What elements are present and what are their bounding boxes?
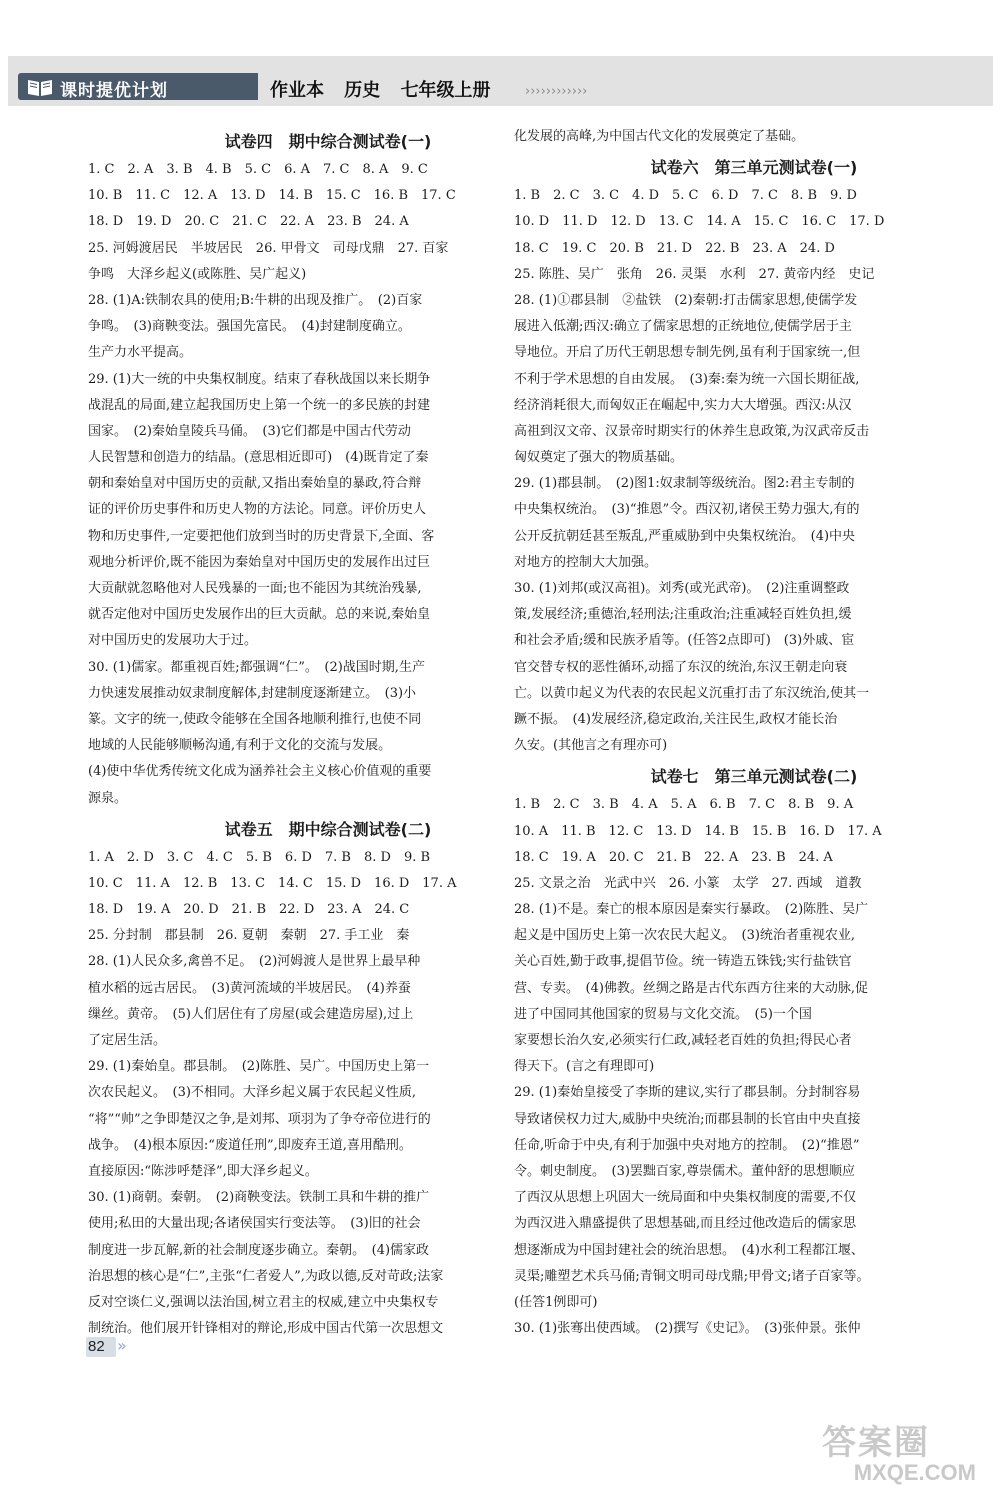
answer-line: 10. C 11. A 12. B 13. C 14. C 15. D 16. D 17. A bbox=[88, 875, 457, 891]
answer-line: 对地方的控制大大加强。 bbox=[514, 554, 658, 570]
left-column bbox=[88, 124, 568, 1342]
answer-line: 起义是中国历史上第一次农民大起义。 (3)统治者重视农业, bbox=[514, 928, 856, 944]
answer-line: 25. 分封制 郡县制 26. 夏朝 秦朝 27. 手工业 秦 bbox=[88, 928, 410, 944]
book-grade: 七年级上册 bbox=[400, 80, 491, 101]
answer-line: 导地位。开启了历代王朝思想专制先例,虽有利于国家统一,但 bbox=[514, 345, 861, 361]
open-book-icon bbox=[26, 76, 54, 98]
answer-line: 久安。(其他言之有理亦可) bbox=[514, 738, 668, 754]
answer-line: 得天下。(言之有理即可) bbox=[514, 1059, 655, 1075]
answer-line: 源泉。 bbox=[88, 790, 128, 806]
answer-line: 生产力水平提高。 bbox=[88, 345, 193, 361]
site-watermark bbox=[822, 1415, 982, 1485]
answer-line: 策,发展经济;重德治,轻刑法;注重政治;注重减轻百姓负担,缓 bbox=[514, 607, 852, 623]
answer-line: 朝和秦始皇对中国历史的贡献,又指出秦始皇的暴政,符合辩 bbox=[88, 476, 422, 492]
answer-line: 植水稻的远古居民。 (3)黄河流域的半坡居民。 (4)养蚕 bbox=[88, 980, 411, 996]
brand-badge bbox=[18, 73, 258, 100]
header-banner bbox=[8, 56, 993, 106]
answer-line: 25. 河姆渡居民 半坡居民 26. 甲骨文 司母戊鼎 27. 百家 bbox=[88, 240, 449, 256]
answer-line: 公开反抗朝廷甚至叛乱,严重威胁到中央集权统治。 (4)中央 bbox=[514, 528, 856, 544]
answer-line: 进了中国同其他国家的贸易与文化交流。 (5)一个国 bbox=[514, 1006, 812, 1022]
answer-line: 制统治。他们展开针锋相对的辩论,形成中国古代第一次思想文 bbox=[88, 1321, 444, 1337]
answer-line: 为西汉进入鼎盛提供了思想基础,而且经过他改造后的儒家思 bbox=[514, 1216, 857, 1232]
paper-title: 试卷五 期中综合测试卷(二) bbox=[224, 819, 432, 839]
answer-line: 治思想的核心是“仁”,主张“仁者爱人”,为政以德,反对苛政;法家 bbox=[88, 1268, 444, 1284]
answer-line: 10. D 11. D 12. D 13. C 14. A 15. C 16. C 17. D bbox=[514, 214, 885, 230]
answer-line: 28. (1)人民众多,禽兽不足。 (2)河姆渡人是世界上最早种 bbox=[88, 954, 421, 970]
answer-line: 争鸣 大泽乡起义(或陈胜、吴广起义) bbox=[88, 266, 307, 282]
answer-line: 28. (1)①郡县制 ②盐铁 (2)秦朝:打击儒家思想,使儒学发 bbox=[514, 292, 858, 308]
answer-line: (4)使中华优秀传统文化成为涵养社会主义核心价值观的重要 bbox=[88, 764, 432, 780]
answer-line: 了西汉从思想上巩固大一统局面和中央集权制度的需要,不仅 bbox=[514, 1190, 857, 1206]
answer-line: 战混乱的局面,建立起我国历史上第一个统一的多民族的封建 bbox=[88, 397, 431, 413]
answer-line: 18. D 19. A 20. D 21. B 22. D 23. A 24. C bbox=[88, 902, 410, 918]
answer-line: 28. (1)A:铁制农具的使用;B:牛耕的出现及推广。 (2)百家 bbox=[88, 292, 423, 308]
answer-line: 蹶不振。 (4)发展经济,稳定政治,关注民生,政权才能长治 bbox=[514, 711, 838, 727]
answer-line: (任答1例即可) bbox=[514, 1294, 598, 1310]
answer-line: 29. (1)郡县制。 (2)图1:奴隶制等级统治。图2:君主专制的 bbox=[514, 476, 855, 492]
answer-line: 25. 陈胜、吴广 张角 26. 灵渠 水利 27. 黄帝内经 史记 bbox=[514, 266, 875, 282]
answer-line: 制度进一步瓦解,新的社会制度逐步确立。秦朝。 (4)儒家政 bbox=[88, 1242, 430, 1258]
answer-line: 篆。文字的统一,使政令能够在全国各地顺利推行,也使不同 bbox=[88, 711, 422, 727]
answer-line: 次农民起义。 (3)不相同。大泽乡起义属于农民起义性质, bbox=[88, 1085, 417, 1101]
answer-line: 争鸣。 (3)商鞅变法。强国先富民。 (4)封建制度确立。 bbox=[88, 319, 411, 335]
answer-line: 30. (1)儒家。都重视百姓;都强调“仁”。 (2)战国时期,生产 bbox=[88, 659, 425, 675]
answer-line: 18. C 19. C 20. B 21. D 22. B 23. A 24. D bbox=[514, 240, 835, 256]
answer-line: 30. (1)刘邦(或汉高祖)。刘秀(或光武帝)。 (2)注重调整政 bbox=[514, 581, 850, 596]
page-number-badge bbox=[86, 1334, 132, 1360]
double-chevron-icon: » bbox=[117, 1336, 127, 1355]
paper-title: 试卷四 期中综合测试卷(一) bbox=[224, 132, 432, 151]
header-chevrons: ›››››››››››› bbox=[525, 84, 588, 99]
answer-line: 18. D 19. D 20. C 21. C 22. A 23. B 24. A bbox=[88, 214, 409, 230]
answer-line: 关心百姓,勤于政事,提倡节俭。统一铸造五铢钱;实行盐铁官 bbox=[514, 954, 852, 970]
answer-line: 战争。 (4)根本原因:“废道任刑”,即废弃王道,喜用酷刑。 bbox=[88, 1137, 412, 1153]
book-type: 作业本 bbox=[270, 80, 324, 101]
answer-line: 国家。 (2)秦始皇陵兵马俑。 (3)它们都是中国古代劳动 bbox=[88, 423, 411, 439]
answer-line: 18. C 19. A 20. C 21. B 22. A 23. B 24. A bbox=[514, 849, 833, 865]
answer-line: 和社会矛盾;缓和民族矛盾等。(任答2点即可) (3)外戚、宦 bbox=[514, 633, 855, 649]
answer-line: 28. (1)不是。秦亡的根本原因是秦实行暴政。 (2)陈胜、吴广 bbox=[514, 902, 869, 918]
answer-line: 30. (1)张骞出使西域。 (2)撰写《史记》。 (3)张仲景。张仲 bbox=[514, 1321, 861, 1337]
answer-line: “将”“帅”之争即楚汉之争,是刘邦、项羽为了争夺帝位进行的 bbox=[88, 1111, 431, 1127]
answer-line: 中央集权统治。 (3)“推恩”令。西汉初,诸侯王势力强大,有的 bbox=[514, 502, 860, 518]
answer-line: 灵渠;雕塑艺术兵马俑;青铜文明司母戊鼎;甲骨文;诸子百家等。 bbox=[514, 1268, 870, 1284]
brand-title: 课时提优计划 bbox=[60, 81, 168, 101]
answer-line: 化发展的高峰,为中国古代文化的发展奠定了基础。 bbox=[514, 129, 805, 144]
answer-line: 了定居生活。 bbox=[88, 1033, 167, 1048]
answer-line: 10. A 11. B 12. C 13. D 14. B 15. B 16. D 17. A bbox=[514, 823, 882, 839]
answer-line: 令。刺史制度。 (3)罢黜百家,尊崇儒术。董仲舒的思想顺应 bbox=[514, 1163, 856, 1179]
answer-line: 观地分析评价,既不能因为秦始皇对中国历史的发展作出过巨 bbox=[88, 554, 431, 570]
answer-line: 任命,听命于中央,有利于加强中央对地方的控制。 (2)“推恩” bbox=[514, 1137, 860, 1153]
answer-line: 物和历史事件,一定要把他们放到当时的历史背景下,全面、客 bbox=[88, 528, 435, 544]
answer-line: 29. (1)大一统的中央集权制度。结束了春秋战国以来长期争 bbox=[88, 371, 431, 387]
answer-line: 高祖到汉文帝、汉景帝时期实行的休养生息政策,为汉武帝反击 bbox=[514, 423, 870, 439]
answer-line: 直接原因:“陈涉呼楚泽”,即大泽乡起义。 bbox=[88, 1163, 318, 1179]
answer-line: 想逐渐成为中国封建社会的统治思想。 (4)水利工程都江堰、 bbox=[514, 1242, 864, 1258]
answer-line: 对中国历史的发展功大于过。 bbox=[88, 633, 258, 649]
answer-line: 29. (1)秦始皇接受了李斯的建议,实行了郡县制。分封制容易 bbox=[514, 1085, 861, 1101]
answer-line: 证的评价历史事件和历史人物的方法论。同意。评价历史人 bbox=[88, 502, 427, 518]
paper-title: 试卷六 第三单元测试卷(一) bbox=[650, 158, 858, 178]
paper-title: 试卷七 第三单元测试卷(二) bbox=[650, 767, 858, 787]
answer-line: 29. (1)秦始皇。郡县制。 (2)陈胜、吴广。中国历史上第一 bbox=[88, 1059, 430, 1075]
answer-line: 不利于学术思想的自由发展。 (3)秦:秦为统一六国长期征战, bbox=[514, 371, 860, 387]
watermark-url: MXQE.COM bbox=[853, 1460, 976, 1485]
answer-line: 力快速发展推动奴隶制度解体,封建制度逐渐建立。 (3)小 bbox=[88, 685, 417, 701]
answer-line: 展进入低潮;西汉:确立了儒家思想的正统地位,使儒学居于主 bbox=[514, 319, 852, 335]
answer-line: 地域的人民能够顺畅沟通,有利于文化的交流与发展。 bbox=[88, 738, 392, 754]
answer-line: 营、专卖。 (4)佛教。丝绸之路是古代东西方往来的大动脉,促 bbox=[514, 980, 869, 996]
answer-line: 30. (1)商朝。秦朝。 (2)商鞅变法。铁制工具和牛耕的推广 bbox=[88, 1190, 430, 1206]
book-title bbox=[270, 76, 505, 102]
answer-line: 使用;私田的大量出现;各诸侯国实行变法等。 (3)旧的社会 bbox=[88, 1216, 421, 1232]
answer-line: 25. 文景之治 光武中兴 26. 小篆 太学 27. 西域 道教 bbox=[514, 875, 862, 891]
answer-line: 匈奴奠定了强大的物质基础。 bbox=[514, 450, 684, 466]
answer-line: 就否定他对中国历史发展作出的巨大贡献。总的来说,秦始皇 bbox=[88, 607, 431, 623]
answer-line: 人民智慧和创造力的结晶。(意思相近即可) (4)既肯定了秦 bbox=[88, 450, 429, 466]
answer-line: 亡。以黄巾起义为代表的农民起义沉重打击了东汉统治,使其一 bbox=[514, 685, 870, 701]
answer-line: 缫丝。黄帝。 (5)人们居住有了房屋(或会建造房屋),过上 bbox=[88, 1006, 414, 1022]
answer-line: 反对空谈仁义,强调以法治国,树立君主的权威,建立中央集权专 bbox=[88, 1294, 439, 1310]
answer-line: 10. B 11. C 12. A 13. D 14. B 15. C 16. B 17. C bbox=[88, 188, 456, 204]
book-subject: 历史 bbox=[344, 80, 381, 101]
answer-line: 1. C 2. A 3. B 4. B 5. C 6. A 7. C 8. A 9. C bbox=[88, 162, 428, 177]
answer-line: 家要想长治久安,必须实行仁政,减轻老百姓的负担;得民心者 bbox=[514, 1033, 852, 1048]
answer-line: 1. B 2. C 3. B 4. A 5. A 6. B 7. C 8. B 9. A bbox=[514, 797, 854, 813]
answer-line: 1. A 2. D 3. C 4. C 5. B 6. D 7. B 8. D 9. B bbox=[88, 849, 431, 865]
answer-line: 官交替专权的恶性循环,动摇了东汉的统治,东汉王朝走向衰 bbox=[514, 659, 848, 675]
answer-line: 导致诸侯权力过大,威胁中央统治;而郡县制的长官由中央直接 bbox=[514, 1111, 861, 1127]
answer-line: 经济消耗很大,而匈奴正在崛起中,实力大大增强。西汉:从汉 bbox=[514, 397, 852, 413]
right-column bbox=[514, 124, 994, 1342]
page-number: 82 bbox=[88, 1338, 105, 1355]
answer-line: 大贡献就忽略他对人民残暴的一面;也不能因为其统治残暴, bbox=[88, 581, 422, 596]
answer-line: 1. B 2. C 3. C 4. D 5. C 6. D 7. C 8. B 9. D bbox=[514, 188, 857, 204]
watermark-logo: 答案圈 bbox=[822, 1423, 930, 1463]
